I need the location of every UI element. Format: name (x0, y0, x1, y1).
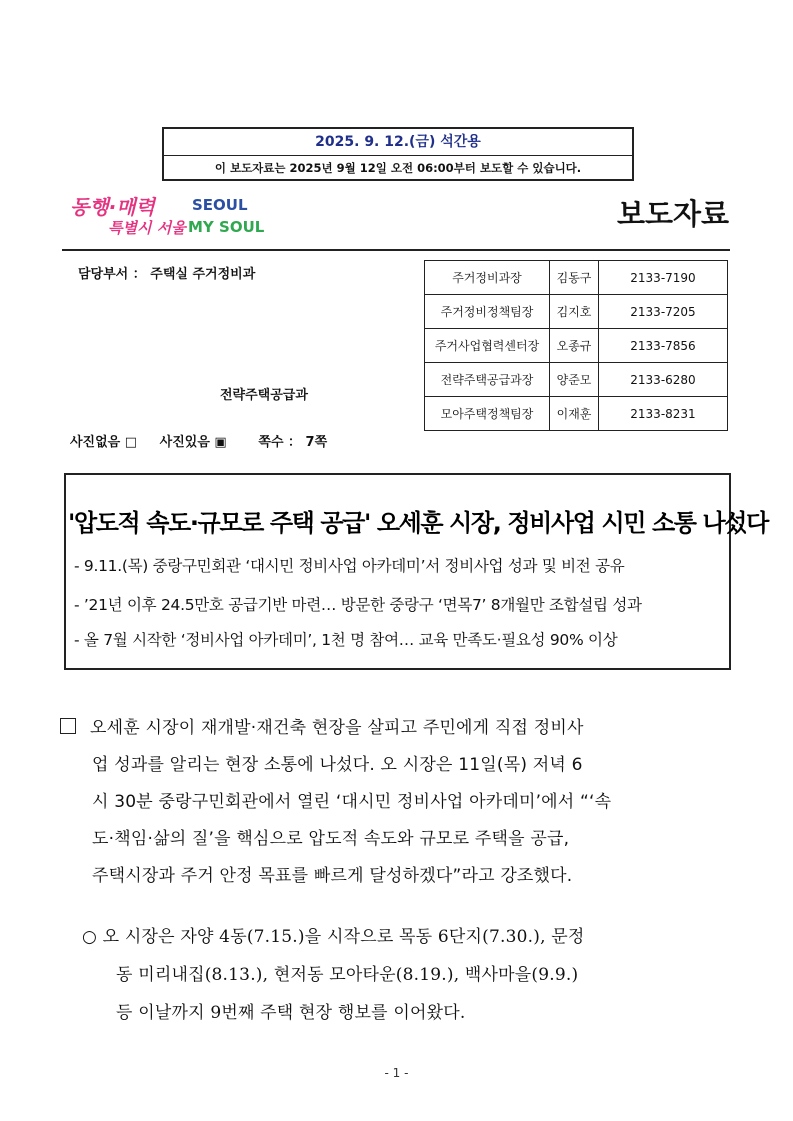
body-line: 동 미리내집(8.13.), 현저동 모아타운(8.19.), 백사마을(9.9.) (116, 965, 579, 985)
page-number: - 1 - (384, 1066, 409, 1080)
contact-role: 주거정비정책팀장 (425, 295, 550, 329)
body-line: ○ 오 시장은 자양 4동(7.15.)을 시작으로 목동 6단지(7.30.), 문정 (82, 927, 585, 947)
seoul-text: SEOUL (192, 196, 248, 214)
contact-name: 양준모 (550, 363, 599, 397)
embargo-notice: 이 보도자료는 2025년 9월 12일 오전 06:00부터 보도할 수 있습니다. (214, 161, 582, 175)
embargo-box (162, 127, 634, 181)
contact-row (425, 261, 728, 295)
seoul-my-soul-logo (188, 190, 265, 238)
body-line: 등 이날까지 9번째 주택 현장 행보를 이어왔다. (116, 1003, 466, 1023)
contact-name: 김지호 (550, 295, 599, 329)
logo-line1: 동행·매력 (70, 195, 155, 219)
department-second: 전략주택공급과 (220, 388, 308, 403)
body-line: 시 30분 중랑구민회관에서 열린 ‘대시민 정비사업 아카데미’에서 “‘속 (92, 792, 612, 812)
contacts-table (424, 260, 728, 431)
contact-name: 이재훈 (550, 397, 599, 431)
contact-role: 전략주택공급과장 (425, 363, 550, 397)
my-soul-text: MY SOUL (188, 218, 265, 236)
seoul-city-logo (68, 190, 186, 238)
headline-sub-1: - 9.11.(목) 중랑구민회관 ‘대시민 정비사업 아카데미’서 정비사업 성과 및 비전 공유 (74, 557, 625, 575)
headline-sub-3: - 올 7월 시작한 ‘정비사업 아카데미’, 1천 명 참여… 교육 만족도·필요성 90% 이상 (74, 631, 618, 649)
contact-role: 주거사업협력센터장 (425, 329, 550, 363)
header-divider (62, 249, 730, 251)
contact-row (425, 295, 728, 329)
body-paragraph-1 (60, 710, 740, 895)
contact-phone: 2133-6280 (599, 363, 728, 397)
contact-role: 모아주택정책팀장 (425, 397, 550, 431)
headline-sub-2: - ’21년 이후 24.5만호 공급기반 마련… 방문한 중랑구 ‘면목7’ 8개월만 조합설립 성과 (74, 596, 642, 614)
embargo-date: 2025. 9. 12.(금) 석간용 (164, 129, 632, 156)
contact-row (425, 363, 728, 397)
body-line-text: 오세훈 시장이 재개발·재건축 현장을 살피고 주민에게 직접 정비사 (90, 718, 584, 738)
photo-info: 사진없음 □ 사진있음 ▣ 쪽수 ： 7쪽 (70, 435, 328, 450)
contact-phone: 2133-8231 (599, 397, 728, 431)
headline-title: '압도적 속도·규모로 주택 공급' 오세훈 시장, 정비사업 시민 소통 나섰다 (68, 509, 768, 537)
body-line: 업 성과를 알리는 현장 소통에 나섰다. 오 시장은 11일(목) 저녁 6 (92, 755, 583, 775)
checkbox-bullet-icon (60, 718, 76, 734)
body-line (60, 710, 740, 747)
contact-name: 김동구 (550, 261, 599, 295)
contact-phone: 2133-7190 (599, 261, 728, 295)
contact-role: 주거정비과장 (425, 261, 550, 295)
body-line: 주택시장과 주거 안정 목표를 빠르게 달성하겠다”라고 강조했다. (92, 866, 573, 886)
logo-line2: 특별시 서울 (108, 219, 186, 237)
department-label: 담당부서 ： 주택실 주거정비과 (78, 267, 256, 282)
document-title: 보도자료 (616, 197, 729, 231)
contact-phone: 2133-7856 (599, 329, 728, 363)
body-paragraph-2 (82, 918, 742, 1032)
contact-name: 오종규 (550, 329, 599, 363)
contact-phone: 2133-7205 (599, 295, 728, 329)
contact-row (425, 329, 728, 363)
body-line: 도·책임·삶의 질’을 핵심으로 압도적 속도와 규모로 주택을 공급, (92, 829, 570, 849)
contact-row (425, 397, 728, 431)
